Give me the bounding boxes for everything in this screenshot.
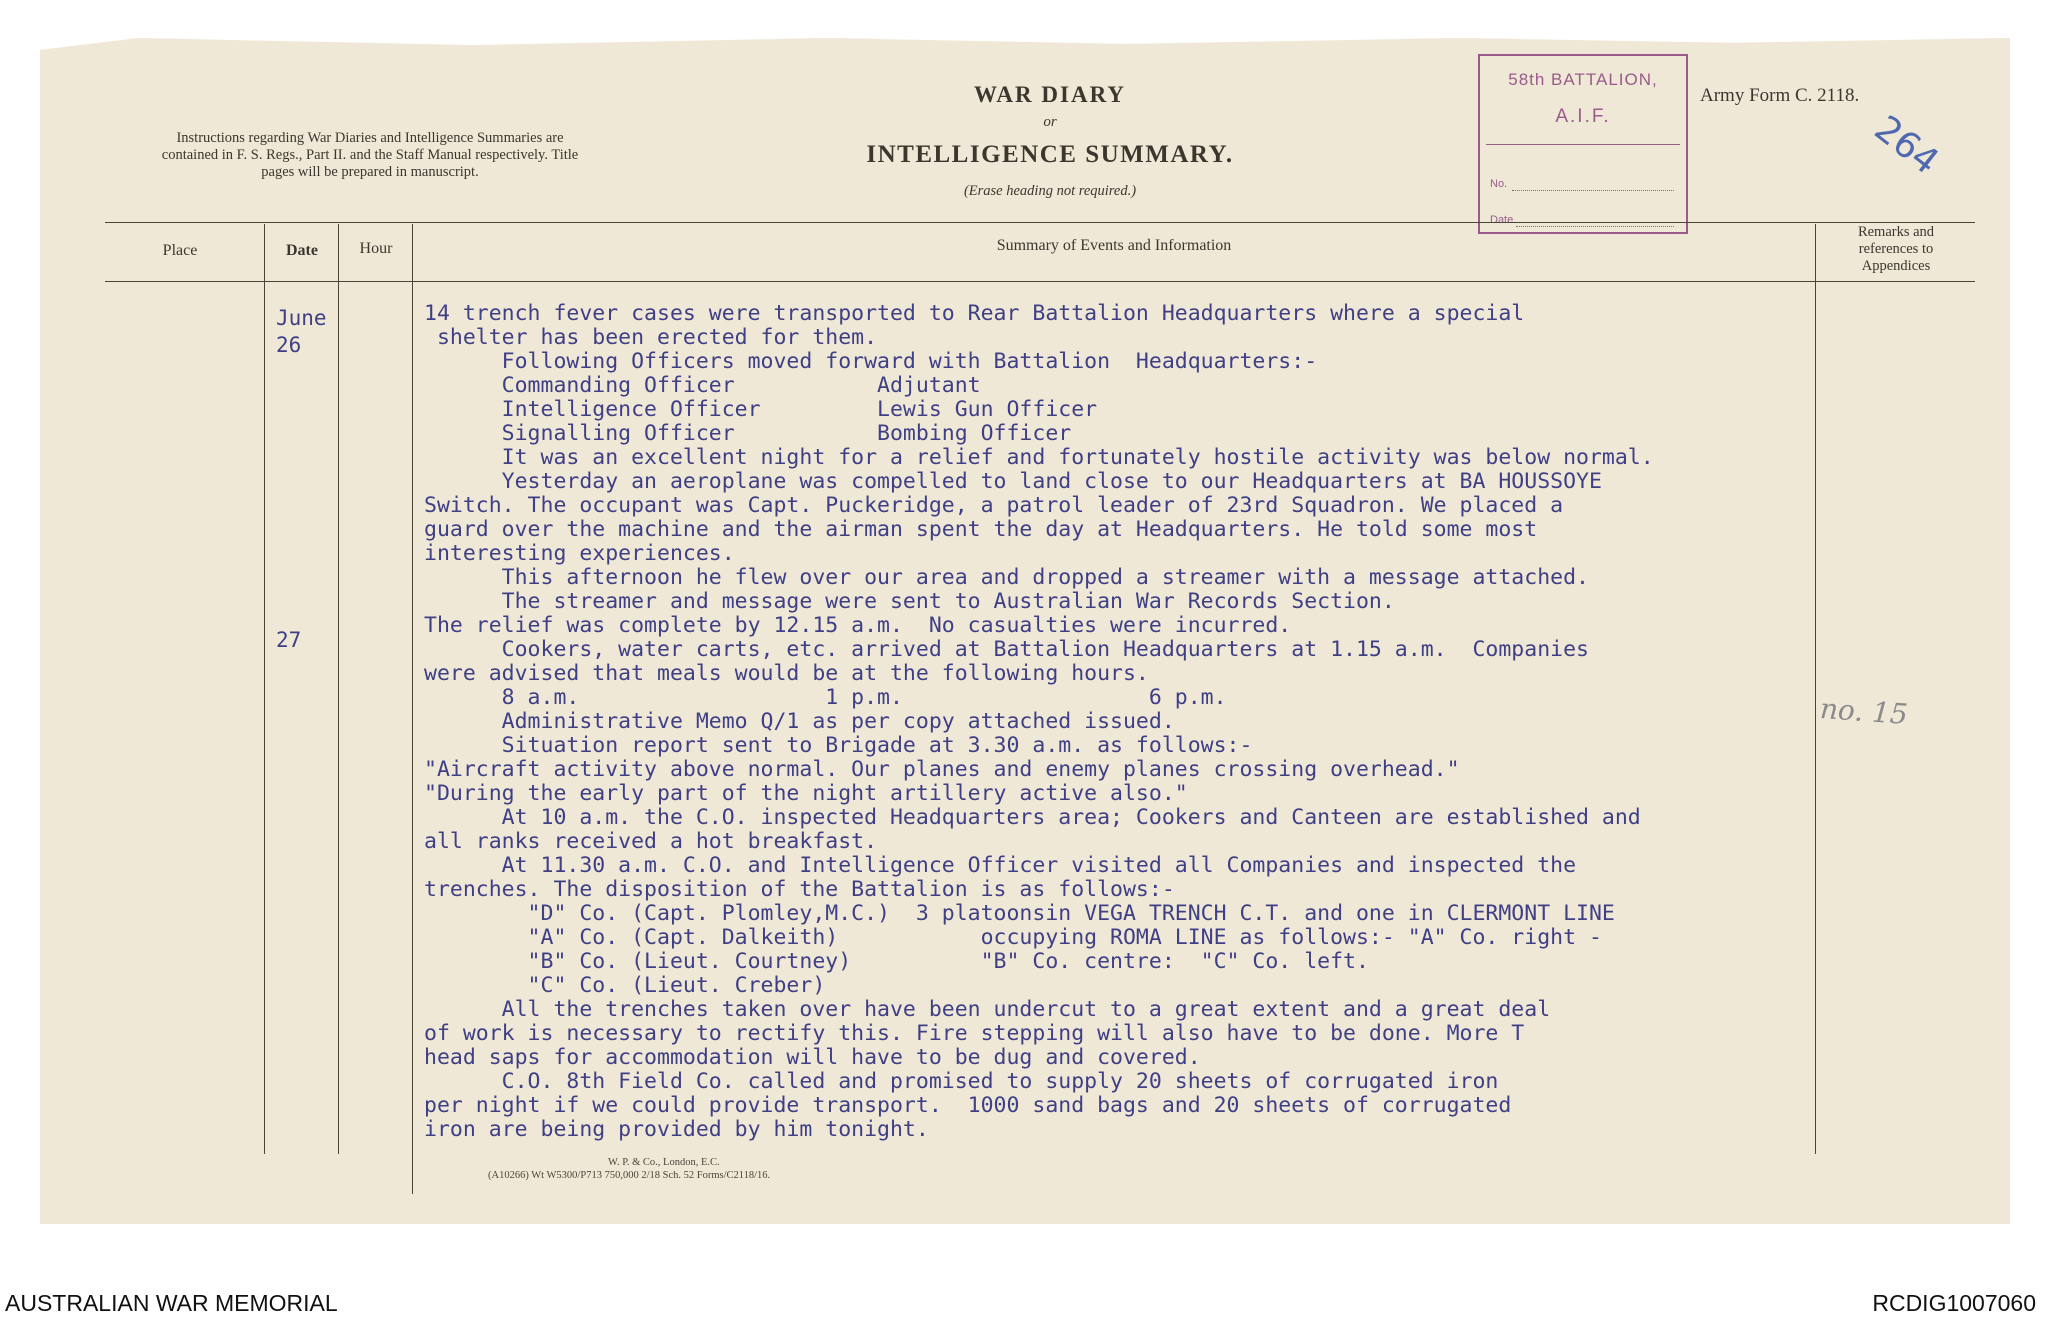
- entry-line: were advised that meals would be at the following hours.: [424, 661, 1149, 686]
- stamp-date-label: Date.: [1490, 214, 1517, 226]
- date-month: June: [276, 306, 327, 330]
- date-day-26: 26: [276, 333, 302, 357]
- entry-line: 14 trench fever cases were transported to Rear Battalion Headquarters where a special: [424, 301, 1525, 326]
- stamp-no-dots: [1512, 190, 1674, 191]
- entry-line: The relief was complete by 12.15 a.m. No casualties were incurred.: [424, 613, 1292, 638]
- title-war-diary: WAR DIARY: [973, 82, 1126, 107]
- col-divider-place: [264, 224, 265, 1154]
- column-hour: Hour: [359, 240, 393, 257]
- stamp-no-label: No.: [1490, 178, 1508, 190]
- entry-line: "Aircraft activity above normal. Our planes and enemy planes crossing overhead.": [424, 757, 1460, 782]
- remarks-pencil-note: no. 15: [1818, 691, 1909, 732]
- col-divider-remarks: [1815, 224, 1816, 1154]
- instructions-text: Instructions regarding War Diaries and Intelligence Summaries are contained in F. S. Regs., Part II. and the Staff Manual respectively. Title pages will be prepared in manuscript.: [161, 130, 579, 180]
- entry-line: Yesterday an aeroplane was compelled to land close to our Headquarters at BA HOUSSOYE: [424, 469, 1602, 494]
- footer-record-id: RCDIG1007060: [1872, 1290, 2036, 1316]
- entry-line: per night if we could provide transport. 1000 sand bags and 20 sheets of corrugated: [424, 1093, 1512, 1118]
- remarks-line-1: Remarks and: [1857, 224, 1935, 240]
- entry-line: of work is necessary to rectify this. Fire stepping will also have to be done. More T: [424, 1021, 1525, 1046]
- column-date: Date: [286, 242, 318, 259]
- entry-line: Cookers, water carts, etc. arrived at Battalion Headquarters at 1.15 a.m. Companies: [424, 637, 1589, 662]
- entry-line: head saps for accommodation will have to be dug and covered.: [424, 1045, 1201, 1070]
- title-or: or: [1043, 114, 1057, 130]
- column-summary: Summary of Events and Information: [996, 237, 1232, 254]
- table-header-rule: [105, 281, 1975, 282]
- column-remarks: [1817, 224, 1975, 275]
- entry-line: Administrative Memo Q/1 as per copy attached issued.: [424, 709, 1175, 734]
- entry-line: "A" Co. (Capt. Dalkeith) occupying ROMA LINE as follows:- "A" Co. right -: [424, 925, 1602, 950]
- entry-line: Following Officers moved forward with Battalion Headquarters:-: [424, 349, 1318, 374]
- erase-heading-note: (Erase heading not required.): [963, 183, 1137, 199]
- entry-line: Signalling Officer Bombing Officer: [424, 421, 1072, 446]
- diary-entries: [424, 302, 1654, 1142]
- table-top-rule: [105, 222, 1975, 223]
- stamp-divider: [1486, 144, 1680, 145]
- entry-line: At 11.30 a.m. C.O. and Intelligence Officer visited all Companies and inspected the: [424, 853, 1577, 878]
- entry-line: "B" Co. (Lieut. Courtney) "B" Co. centre: "C" Co. left.: [424, 949, 1369, 974]
- entry-line: Situation report sent to Brigade at 3.30 a.m. as follows:-: [424, 733, 1253, 758]
- entry-line: It was an excellent night for a relief and fortunately hostile activity was below normal.: [424, 445, 1654, 470]
- stamp-battalion-line: 58th BATTALION,: [1508, 70, 1658, 89]
- entry-line: Commanding Officer Adjutant: [424, 373, 981, 398]
- entry-line: interesting experiences.: [424, 541, 735, 566]
- remarks-line-2: references to: [1858, 241, 1934, 257]
- entry-line: At 10 a.m. the C.O. inspected Headquarters area; Cookers and Canteen are established and: [424, 805, 1641, 830]
- col-divider-hour: [412, 224, 413, 1194]
- entry-line: C.O. 8th Field Co. called and promised to supply 20 sheets of corrugated iron: [424, 1069, 1499, 1094]
- printer-imprint: [488, 1156, 770, 1182]
- column-place: Place: [162, 242, 198, 259]
- col-divider-date: [338, 224, 339, 1154]
- entry-line: The streamer and message were sent to Australian War Records Section.: [424, 589, 1395, 614]
- entry-line: all ranks received a hot breakfast.: [424, 829, 878, 854]
- entry-line: guard over the machine and the airman spent the day at Headquarters. He told some most: [424, 517, 1538, 542]
- imprint-line-1: W. P. & Co., London, E.C.: [608, 1157, 720, 1168]
- title-intelligence-summary: INTELLIGENCE SUMMARY.: [866, 141, 1234, 168]
- footer-archive-name: AUSTRALIAN WAR MEMORIAL: [5, 1290, 338, 1316]
- entry-line: shelter has been erected for them.: [424, 325, 878, 350]
- stamp-date-dots: [1516, 226, 1674, 227]
- entry-line: trenches. The disposition of the Battalion is as follows:-: [424, 877, 1175, 902]
- date-day-27: 27: [276, 628, 302, 652]
- battalion-stamp: [1478, 54, 1688, 234]
- entry-line: iron are being provided by him tonight.: [424, 1117, 929, 1142]
- remarks-line-3: Appendices: [1861, 258, 1931, 274]
- entry-line: "D" Co. (Capt. Plomley,M.C.) 3 platoonsin VEGA TRENCH C.T. and one in CLERMONT LINE: [424, 901, 1615, 926]
- stamp-aif-line: A.I.F.: [1555, 106, 1611, 127]
- entry-line: Intelligence Officer Lewis Gun Officer: [424, 397, 1098, 422]
- entry-line: This afternoon he flew over our area and dropped a streamer with a message attached.: [424, 565, 1589, 590]
- folio-number: 264: [1866, 108, 1947, 183]
- entry-line: "C" Co. (Lieut. Creber): [424, 973, 826, 998]
- entry-line: "During the early part of the night artillery active also.": [424, 781, 1188, 806]
- entry-line: Switch. The occupant was Capt. Puckeridge, a patrol leader of 23rd Squadron. We placed a: [424, 493, 1564, 518]
- imprint-line-2: (A10266) Wt W5300/P713 750,000 2/18 Sch. 52 Forms/C2118/16.: [488, 1170, 771, 1181]
- army-form-label: Army Form C. 2118.: [1700, 85, 1860, 106]
- entry-line: All the trenches taken over have been undercut to a great extent and a great deal: [424, 997, 1551, 1022]
- entry-line: 8 a.m. 1 p.m. 6 p.m.: [424, 685, 1227, 710]
